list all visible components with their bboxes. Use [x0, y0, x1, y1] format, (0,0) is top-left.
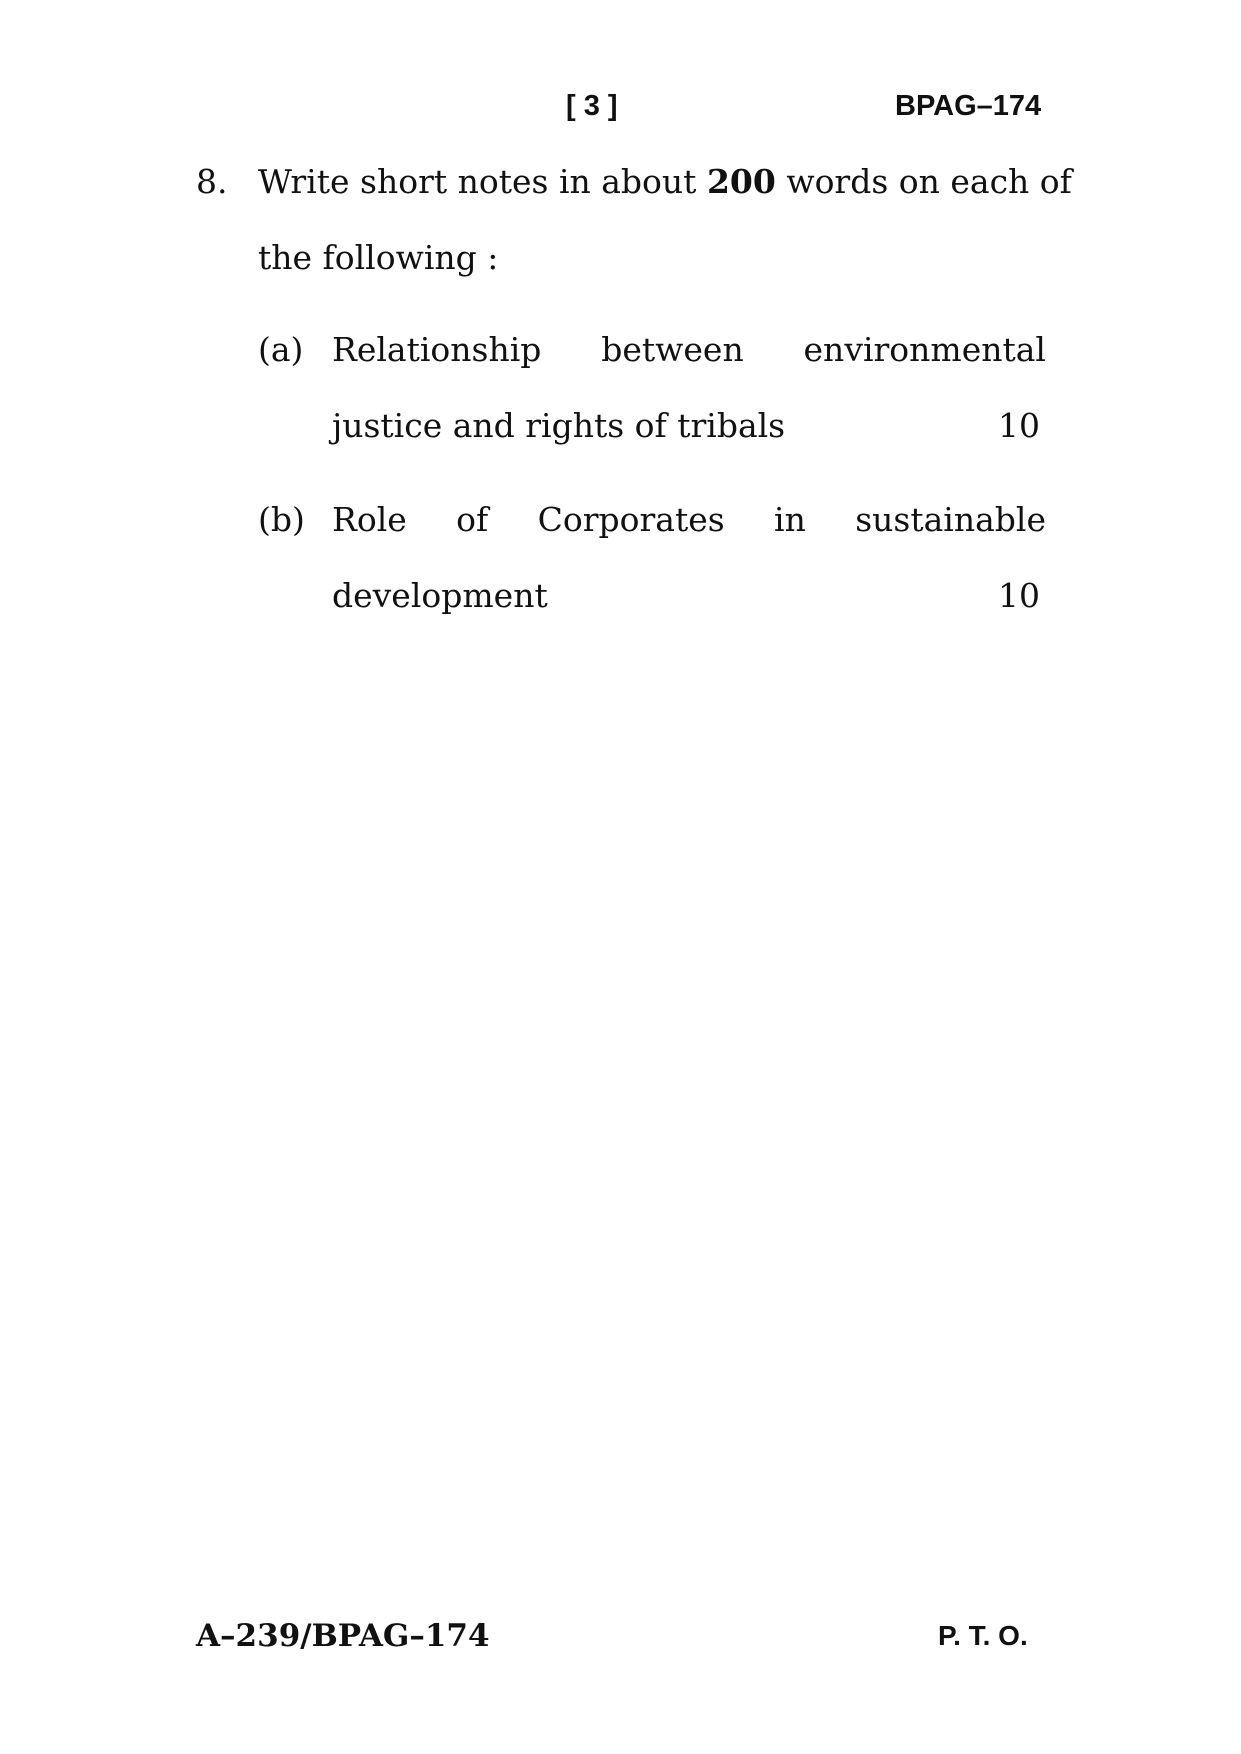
part-a-line-1	[332, 330, 1046, 369]
question-word-limit: 200	[706, 162, 776, 201]
part-a-line-2	[332, 406, 1040, 445]
question-text-post: words on each of	[775, 162, 1072, 201]
page-header-number: [ 3 ]	[566, 90, 618, 122]
part-b-word: sustainable	[855, 500, 1046, 539]
part-b-word: in	[774, 500, 806, 539]
part-b-line-1	[332, 500, 1046, 539]
part-a-word: environmental	[803, 330, 1046, 369]
part-b-text: development	[332, 576, 548, 615]
page-header-code: BPAG–174	[895, 90, 1042, 122]
footer-code: A–239/BPAG–174	[196, 1618, 490, 1654]
part-b-label: (b)	[258, 500, 305, 539]
part-b-line-2	[332, 576, 1040, 615]
part-b-word: of	[456, 500, 489, 539]
question-number: 8.	[196, 162, 228, 201]
question-text-pre: Write short notes in about	[258, 162, 707, 201]
footer-pto: P. T. O.	[938, 1620, 1028, 1651]
part-b-word: Role	[332, 500, 407, 539]
part-a-label: (a)	[258, 330, 304, 369]
part-a-text: justice and rights of tribals	[332, 406, 786, 445]
part-b-word: Corporates	[537, 500, 725, 539]
part-a-word: Relationship	[332, 330, 542, 369]
part-a-word: between	[601, 330, 744, 369]
question-text-line-2: the following :	[258, 238, 499, 277]
question-text-line-1	[258, 162, 1072, 201]
part-a-marks: 10	[998, 406, 1040, 445]
part-b-marks: 10	[998, 576, 1040, 615]
